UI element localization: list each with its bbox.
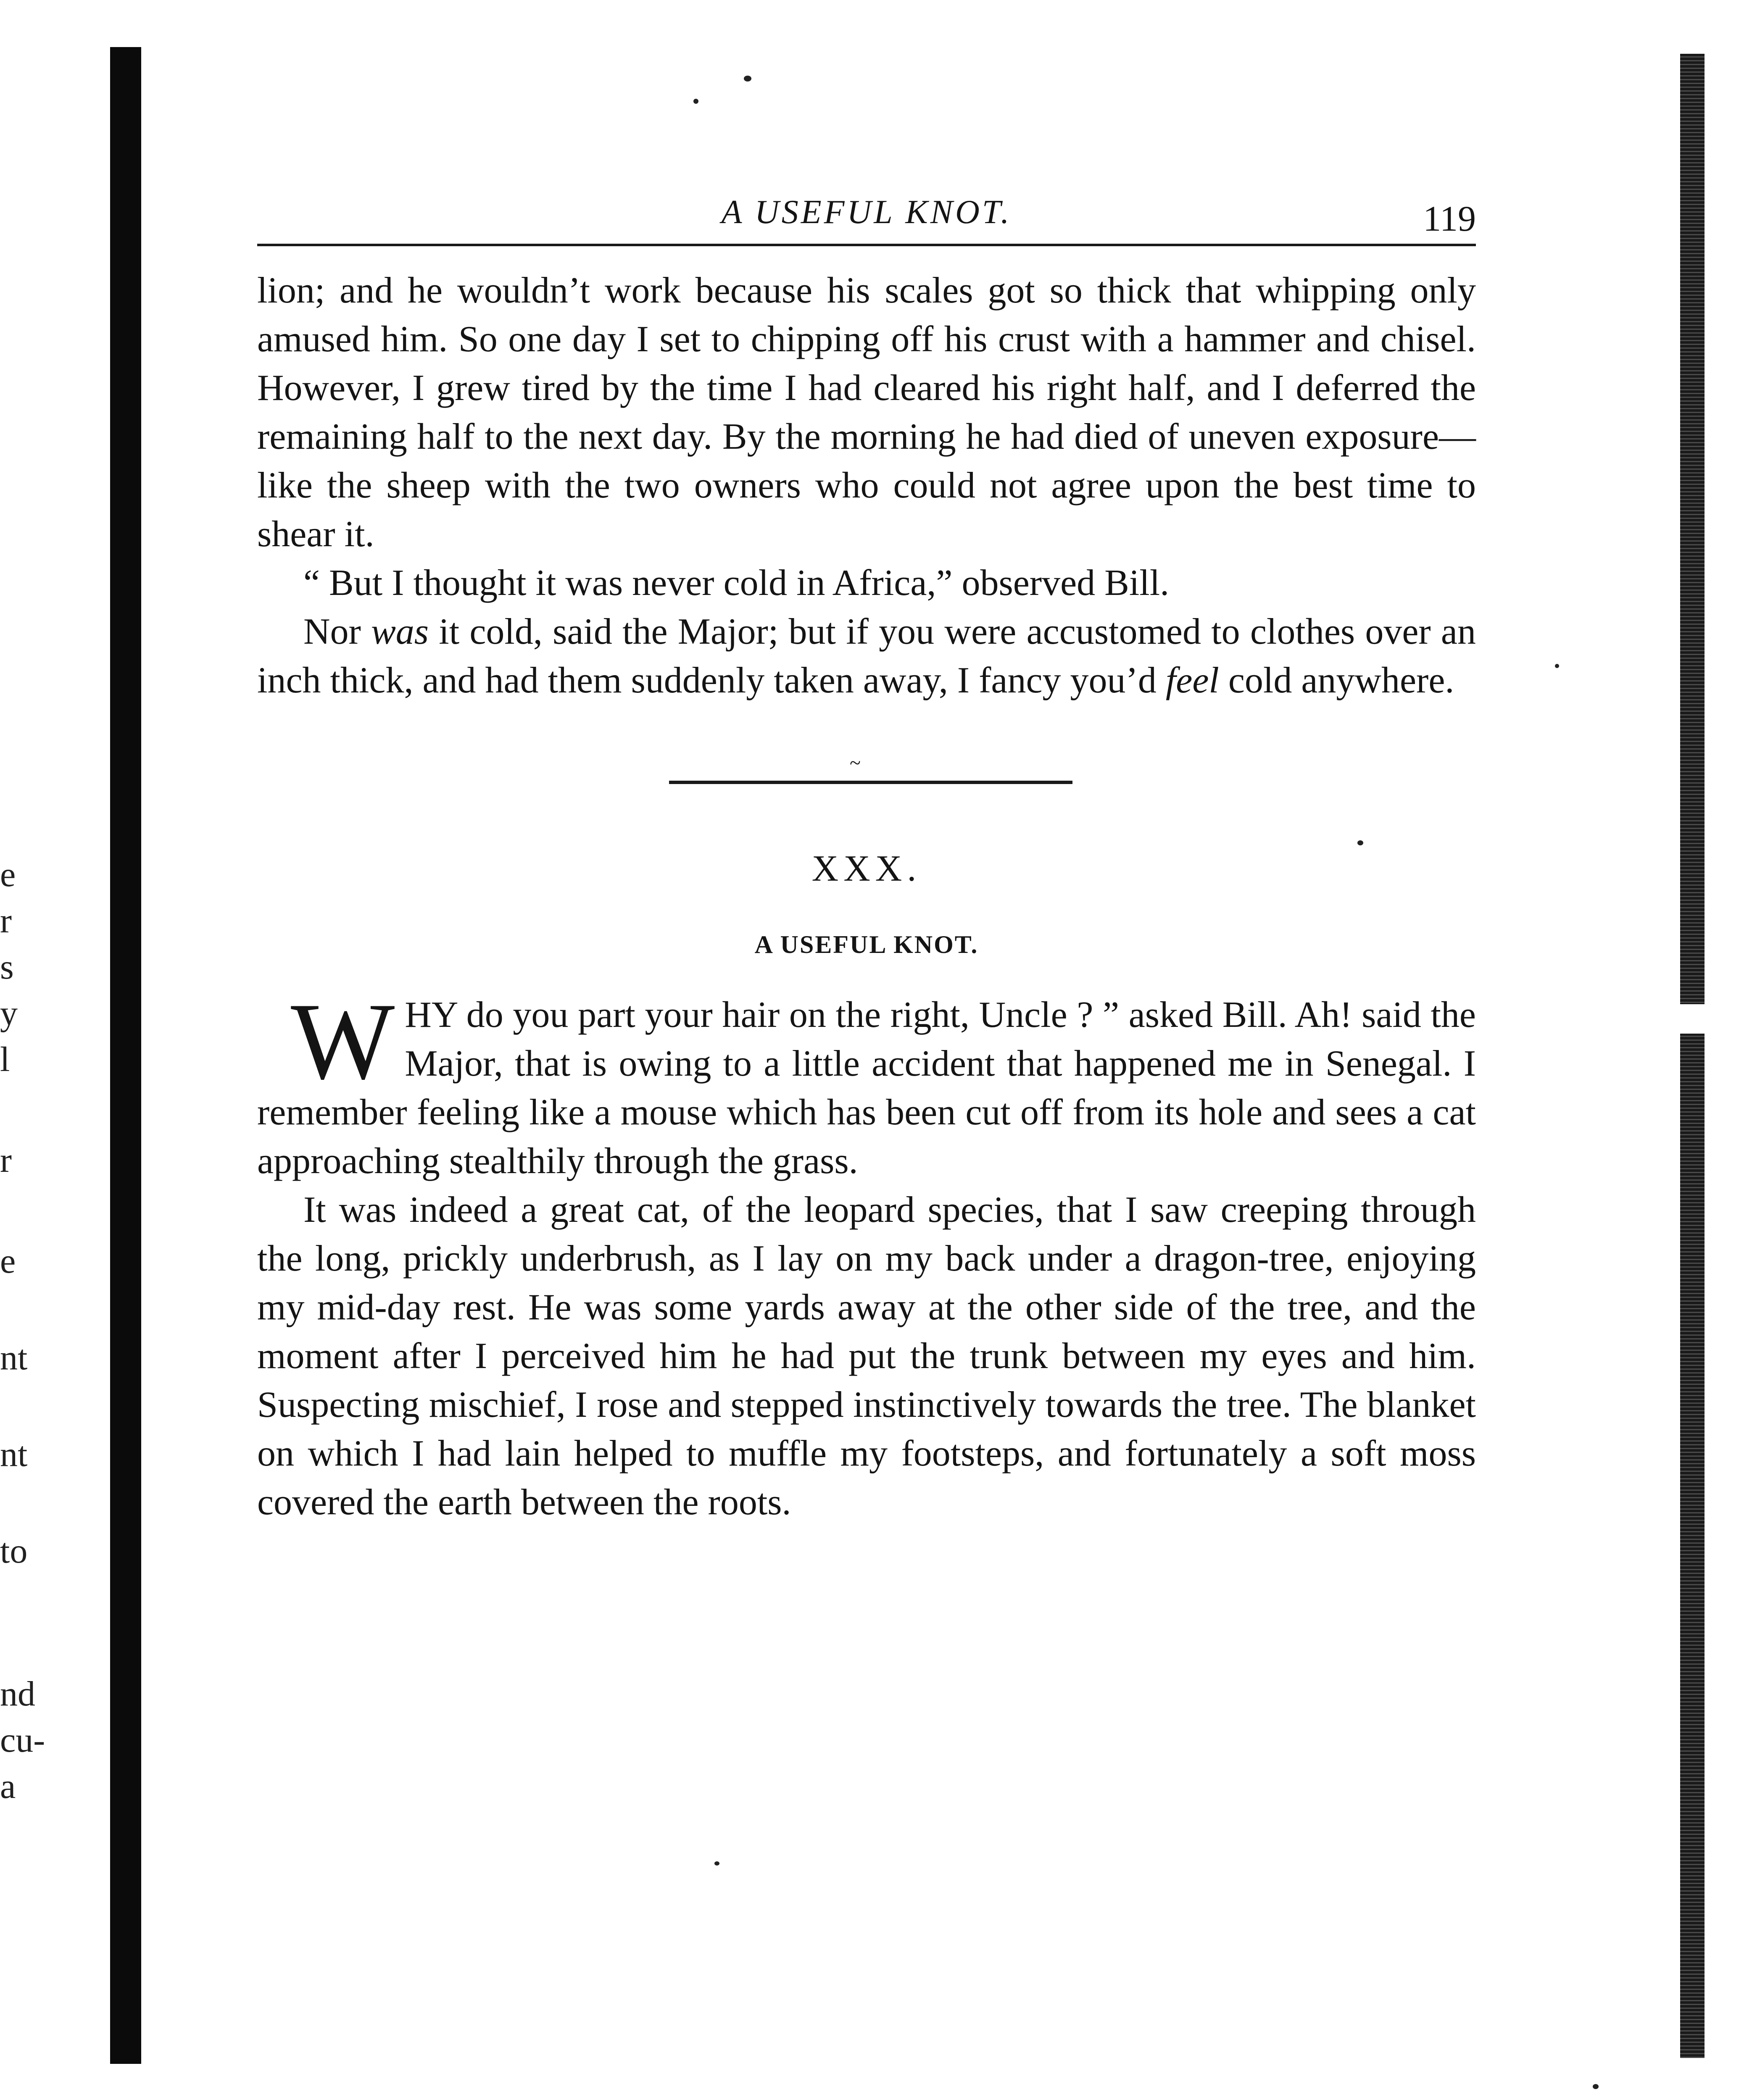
page-number: 119 <box>1423 198 1476 239</box>
emphasis-was: was <box>371 611 429 652</box>
paragraph: “ But I thought it was never cold in Africa,” observed Bill. <box>303 563 1170 603</box>
header-rule <box>257 244 1476 246</box>
running-header <box>257 181 1476 244</box>
bleed-letter: nd <box>0 1674 35 1713</box>
text-run: cold anywhere. <box>1219 660 1454 701</box>
scan-speck <box>1593 2084 1599 2089</box>
text-run: it cold, said the Major; but if you were accustomed to clothes over an inch thick, and had them suddenly taken away, I fancy you’d <box>257 611 1476 701</box>
bleed-letter: nt <box>0 1435 28 1474</box>
emphasis-feel: feel <box>1165 660 1219 701</box>
bleed-letter: y <box>0 994 18 1033</box>
paragraph <box>257 608 1476 705</box>
bleed-letter: a <box>0 1767 16 1806</box>
binding-shadow-gap <box>1680 1004 1705 1034</box>
drop-cap: W <box>291 980 395 1102</box>
scan-speck <box>744 76 751 82</box>
bleed-letter: r <box>0 1141 12 1180</box>
binding-shadow-left <box>110 47 141 2064</box>
text-run: Nor <box>303 611 371 652</box>
scan-speck <box>1555 664 1559 668</box>
bleed-letter: cu- <box>0 1721 45 1760</box>
book-page <box>257 181 1476 1527</box>
bleed-letter: s <box>0 947 14 987</box>
bleed-letter: l <box>0 1040 10 1079</box>
chapter-title: A USEFUL KNOT. <box>754 931 979 958</box>
bleed-letter: e <box>0 855 16 894</box>
binding-shadow-right <box>1680 54 1705 2058</box>
bleed-letter: r <box>0 901 12 940</box>
running-title: A USEFUL KNOT. <box>721 194 1012 231</box>
paragraph: It was indeed a great cat, of the leopard species, that I saw creeping through the long, prickly underbrush, as I lay on my back under a dragon-tree, enjoying my mid-day rest. He was some yards away at the other side of the tree, and the moment after I perceived him he had put the trunk between my eyes and him. Suspecting mischief, I rose and stepped instinctively towards the tree. The blanket on which I had lain helped to muffle my footsteps, and fortunately a soft moss covered the earth between the roots. <box>257 1189 1476 1523</box>
text-run: HY do you part your hair on the right, Uncle ? ” asked Bill. Ah! said the Major, that is owing to a little accident that happened me in Senegal. I remember feeling like a mouse which has been cut off from its hole and sees a cat approaching stealthily through the grass. <box>257 995 1476 1182</box>
divider-rule <box>669 781 1072 784</box>
opening-paragraph <box>257 980 1476 1186</box>
paragraph: lion; and he wouldn’t work because his scales got so thick that whipping only amused him. So one day I set to chipping off his crust with a hammer and chisel. However, I grew tired by the time I had cleared his right half, and I deferred the remaining half to the next day. By the morning he had died of uneven exposure— like the sheep with the two owners who could not agree upon the best time to shear it. <box>257 270 1476 555</box>
section-divider <box>257 705 1476 831</box>
divider-ornament-icon: ~ <box>850 752 861 774</box>
bleed-letter: nt <box>0 1338 28 1377</box>
scan-speck <box>693 99 698 104</box>
scan-speck <box>714 1861 719 1866</box>
chapter-number: XXX. <box>811 848 922 889</box>
bleed-letter: to <box>0 1532 28 1571</box>
bleed-letter: e <box>0 1242 16 1281</box>
